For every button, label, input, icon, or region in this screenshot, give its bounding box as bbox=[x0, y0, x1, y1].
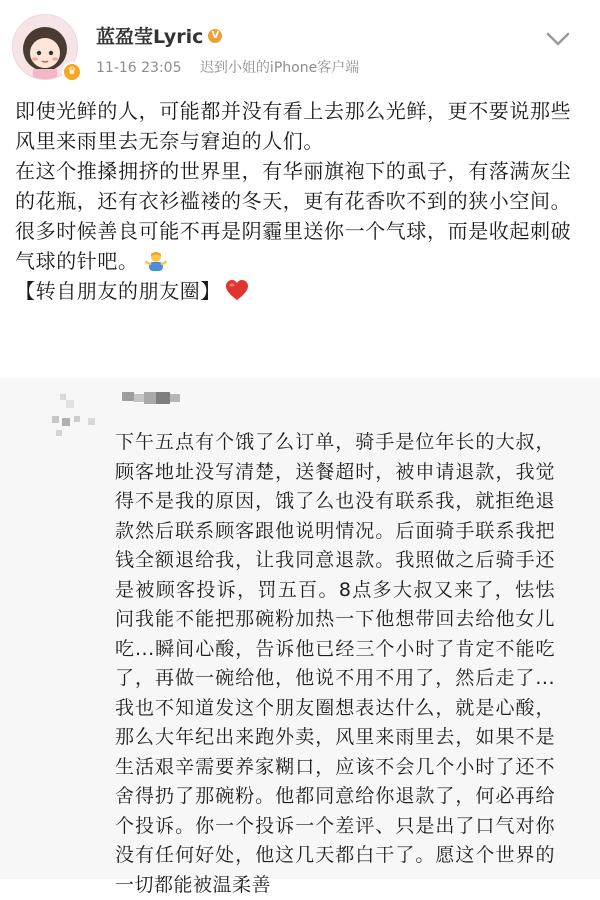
timestamp: 11-16 23:05 bbox=[96, 60, 182, 76]
chevron-down-icon[interactable] bbox=[543, 24, 573, 54]
shared-from-line bbox=[15, 276, 590, 306]
post-paragraph-1: 即使光鲜的人，可能都并没有看上去那么光鲜，更不要说那些风里来雨里去无奈与窘迫的人们。 bbox=[15, 99, 572, 153]
post-paragraph-3-text: 很多时候善良可能不再是阴霾里送你一个气球，而是收起刺破气球的针吧。 bbox=[15, 219, 572, 273]
post-meta bbox=[96, 57, 373, 77]
post-header bbox=[0, 0, 600, 90]
pixelated-avatar-icon bbox=[52, 392, 106, 438]
username[interactable]: 蓝盈莹Lyric bbox=[96, 26, 204, 48]
post-paragraph-2: 在这个推搡拥挤的世界里，有华丽旗袍下的虱子，有落满灰尘的花瓶，还有衣衫褴褛的冬天，更有花香吹不到的狭小空间。 bbox=[15, 159, 572, 213]
quoted-text: 下午五点有个饿了么订单，骑手是位年长的大叔，顾客地址没写清楚，送餐超时，被申请退款，我觉得不是我的原因，饿了么也没有联系我，就拒绝退款然后联系顾客跟他说明情况。后面骑手联系我把钱全额退给我，让我同意退款。我照做之后骑手还是被顾客投诉，罚五百。8点多大叔又来了，怯怯问我能不能把那碗粉加热一下他想带回去给他女儿吃...瞬间心酸，告诉他已经三个小时了肯定不能吃了，再做一碗给他，他说不用不用了，然后走了...我也不知道发这个朋友圈想表达什么，就是心酸，那么大年纪出来跑外卖，风里来雨里去，如果不是生活艰辛需要养家糊口，应该不会几个小时了还不舍得扔了那碗粉。他都同意给你退款了，何必再给个投诉。你一个投诉一个差评、只是出了口气对你没有任何好处，他这几天都白干了。愿这个世界的一切都能被温柔善 bbox=[115, 431, 555, 896]
post-paragraph-3 bbox=[15, 216, 590, 276]
yellow-v-icon: V bbox=[208, 29, 222, 43]
post-body bbox=[15, 96, 590, 306]
quoted-text-block bbox=[115, 428, 555, 900]
red-heart-emoji-icon bbox=[225, 279, 249, 301]
person-shrugging-emoji-icon bbox=[145, 250, 167, 272]
pixelated-name-icon bbox=[122, 392, 182, 414]
client-source[interactable]: 迟到小姐的iPhone客户端 bbox=[199, 60, 360, 76]
vip-crown-icon: ♛ bbox=[62, 62, 82, 82]
quoted-screenshot bbox=[0, 378, 600, 896]
shared-from-label: 【转自朋友的朋友圈】 bbox=[15, 279, 221, 303]
